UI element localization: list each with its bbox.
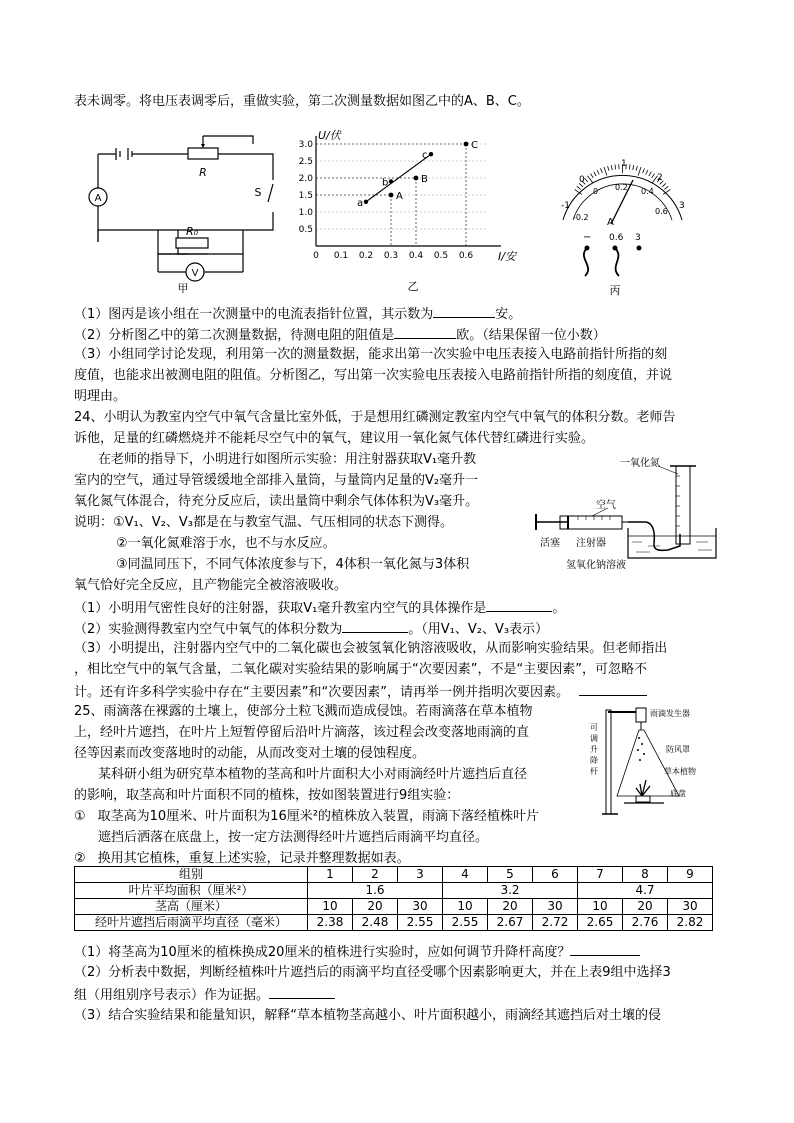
- dial-tick: [600, 168, 602, 173]
- data-point: [389, 193, 394, 198]
- q25-sub3: （3）结合实验结果和能量知识，解释“草本植物茎高越小、叶片面积越小，雨滴经其遮挡后对土壤的侵: [74, 1008, 662, 1023]
- row-height: [75, 899, 713, 915]
- y-tick-label: 0.5: [298, 225, 313, 235]
- point-label: c: [422, 150, 428, 162]
- dial-tick: [608, 166, 609, 171]
- switch-label: S: [254, 186, 262, 199]
- answer-blank[interactable]: [269, 984, 335, 999]
- q24-line2: 诉他，足量的红磷燃烧并不能耗尽空气中的氧气，建议用一氧化氮气体代替红磷进行实验。: [74, 431, 595, 446]
- cell: 2.67: [488, 915, 533, 931]
- cell: 4.7: [578, 883, 713, 899]
- dial-inner-02: 0.2: [615, 183, 628, 192]
- cell: 30: [533, 899, 578, 915]
- cell: 2.38: [308, 915, 353, 931]
- fig-yi-caption: 乙: [407, 280, 419, 293]
- row-area: [75, 883, 713, 899]
- ammeter-dial: [545, 148, 700, 298]
- dial-neg-outer: -1: [561, 201, 570, 211]
- x-tick-label: 0.5: [433, 251, 449, 261]
- cell: 2.82: [668, 915, 713, 931]
- ui-graph: [298, 128, 528, 298]
- shield-label: 防风罩: [666, 745, 690, 754]
- rod-label-3: 升: [590, 745, 598, 754]
- h-height: 茎高（厘米）: [75, 899, 308, 915]
- cell: 20: [488, 899, 533, 915]
- rod-label-1: 可: [590, 723, 598, 732]
- q24-note1: 说明：①V₁、V₂、V₃都是在与教室气温、气压相同的状态下测得。: [74, 515, 453, 530]
- rain-apparatus: [584, 704, 724, 820]
- ammeter-label: A: [94, 193, 102, 204]
- rod-label-2: 调: [590, 734, 598, 743]
- y-tick-label: 1.5: [298, 191, 313, 201]
- h-area: 叶片平均面积（厘米²）: [75, 883, 308, 899]
- cell: 2.55: [443, 915, 488, 931]
- cell: 10: [578, 899, 623, 915]
- dial-tick: [662, 183, 666, 186]
- answer-blank[interactable]: [342, 618, 408, 633]
- dial-tick: [585, 178, 588, 182]
- dial-tick: [594, 172, 596, 176]
- syringe-apparatus: [528, 446, 728, 576]
- q25-step2: ② 换用其它植株，重复上述实验，记录并整理数据如表。: [74, 851, 410, 866]
- q25-step1-b: 遮挡后洒落在底盘上，按一定方法测得经叶片遮挡后雨滴平均直径。: [98, 830, 489, 845]
- rod-label-4: 降: [590, 756, 598, 765]
- q25-step1-a: ① 取茎高为10厘米、叶片面积为16厘米²的植株放入装置，雨滴下落经植株叶片: [74, 809, 539, 824]
- cell: 30: [668, 899, 713, 915]
- dial-tick: [633, 165, 634, 170]
- q25-sub1: （1）将茎高为10厘米的植株换成20厘米的植株进行实验时，应如何调节升降杆高度？: [74, 941, 640, 963]
- dial-tick: [577, 186, 581, 189]
- dial-outer-1: 1: [621, 159, 627, 169]
- resistor-label: R₀: [185, 225, 199, 238]
- q25-line3: 径等因素而改变落地时的动能，从而改变对土壤的侵蚀程度。: [74, 746, 426, 761]
- fig-bing-caption: 丙: [609, 284, 621, 297]
- q25-line2: 上，经叶片遮挡，在叶片上短暂停留后沿叶片滴落，该过程会改变落地雨滴的直: [74, 725, 530, 740]
- voltmeter-label: V: [191, 268, 199, 279]
- point-label: B: [421, 174, 428, 185]
- circuit-diagram: [78, 132, 288, 297]
- y-tick-label: 2.0: [298, 174, 313, 184]
- x-tick-label: 0.3: [383, 251, 399, 261]
- answer-blank[interactable]: [394, 324, 456, 339]
- rheostat-label: R: [199, 166, 207, 179]
- dial-outer-2: 2: [657, 173, 663, 183]
- q24-note2: ②一氧化氮难溶于水，也不与水反应。: [116, 536, 336, 551]
- cell: 10: [443, 899, 488, 915]
- cell: 7: [578, 867, 623, 883]
- dial-tick: [649, 172, 651, 176]
- cell: 5: [488, 867, 533, 883]
- q25-sub2-line1: （2）分析表中数据，判断经植株叶片遮挡后的雨滴平均直径受哪个因素影响更大，并在上表9组中选择3: [74, 965, 671, 980]
- q23-2: （2）分析图乙中的第二次测量数据，待测电阻的阻值是 欧。（结果保留一位小数）: [74, 324, 606, 346]
- q24-sub3-line3: 计。还有许多科学实验中存在“主要因素”和“次要因素”，请再举一例并指明次要因素。: [74, 681, 647, 703]
- q25-sub2-line2: 组（用组别序号表示）作为证据。: [74, 984, 335, 1006]
- dial-unit: A: [607, 217, 614, 228]
- answer-blank[interactable]: [570, 941, 640, 956]
- cell: 8: [623, 867, 668, 883]
- dial-tick: [604, 167, 607, 176]
- dial-outer-0: 0: [579, 175, 585, 185]
- dial-inner-04: 0.4: [641, 187, 654, 196]
- point-label: C: [471, 140, 478, 151]
- data-table: [74, 866, 713, 931]
- data-point: [414, 176, 419, 181]
- dial-tick: [591, 174, 594, 178]
- x-tick-label: 0.6: [458, 251, 474, 261]
- answer-blank[interactable]: [433, 303, 495, 318]
- cell: 3.2: [443, 883, 578, 899]
- x-tick-label: 0.2: [358, 251, 374, 261]
- cell: 2.48: [353, 915, 398, 931]
- q24-note4: 氧气恰好完全反应，且产物能完全被溶液吸收。: [74, 578, 348, 593]
- plant-label: 草本植物: [664, 767, 696, 776]
- terminal-neg: −: [583, 232, 592, 243]
- cell: 4: [443, 867, 488, 883]
- y-tick-label: 2.5: [298, 157, 313, 167]
- x-tick-label: 0: [313, 251, 319, 261]
- base-label: 底盘: [670, 789, 686, 798]
- q24-sub3-line1: （3）小明提出，注射器内空气中的二氧化碳也会被氢氧化钠溶液吸收，从而影响实验结果。但老师指出: [74, 641, 668, 656]
- point-label: a: [357, 197, 364, 209]
- cell: 2.76: [623, 915, 668, 931]
- no-label: 一氧化氮: [620, 458, 660, 469]
- syringe-label: 注射器: [576, 538, 606, 549]
- rod-label-5: 杆: [590, 767, 598, 776]
- q24-note3: ③同温同压下，不同气体浓度参与下，4体积一氧化氮与3体积: [116, 557, 470, 572]
- answer-blank[interactable]: [579, 681, 647, 696]
- q24-line1: 24、小明认为教室内空气中氧气含量比室外低，于是想用红磷测定教室内空气中氧气的体积分数。老师告: [74, 410, 676, 425]
- dial-outer-3: 3: [679, 201, 685, 211]
- cell: 2.65: [578, 915, 623, 931]
- cell: 2: [353, 867, 398, 883]
- dial-inner-0: 0: [593, 187, 599, 196]
- data-point: [429, 152, 433, 156]
- y-axis-label: U/伏: [318, 129, 341, 142]
- naoh-label: 氢氧化钠溶液: [566, 560, 626, 571]
- h-group: 组别: [75, 867, 308, 883]
- q24-sub3-line2: ，相比空气中的氧气含量，二氧化碳对实验结果的影响属于“次要因素”，不是“主要因素”，可忽略不: [74, 662, 647, 677]
- dial-tick: [587, 176, 592, 183]
- data-point: [364, 200, 368, 204]
- data-point: [464, 142, 469, 147]
- q25-para2: 的影响，取茎高和叶片面积不同的植株，按如图装置进行9组实验：: [74, 788, 460, 803]
- data-point: [389, 179, 393, 183]
- cell: 6: [533, 867, 578, 883]
- q23-3-line1: （3）小组同学讨论发现，利用第一次的测量数据，能求出第一次实验中电压表接入电路前指针所指的刻: [74, 347, 668, 362]
- dial-tick: [638, 167, 641, 176]
- q24-sub2: （2）实验测得教室内空气中氧气的体积分数为 。（用V₁、V₂、V₃表示）: [74, 618, 548, 640]
- y-tick-label: 1.0: [298, 208, 313, 218]
- cell: 2.55: [398, 915, 443, 931]
- dial-tick: [615, 164, 616, 169]
- terminal-06: 0.6: [609, 233, 624, 243]
- q23-3-line2: 度值，也能求出被测电阻的阻值。分析图乙，写出第一次实验电压表接入电路前指针所指的刻度值，并说: [74, 368, 673, 383]
- cell: 3: [398, 867, 443, 883]
- dial-tick: [652, 174, 655, 178]
- row-diam: [75, 915, 713, 931]
- piston-label: 活塞: [540, 538, 560, 549]
- cell: 20: [623, 899, 668, 915]
- h-diam: 经叶片遮挡后雨滴平均直径（毫米）: [75, 915, 308, 931]
- q24-para2: 室内的空气，通过导管缓缓地全部排入量筒，与量筒内足量的V₂毫升一: [74, 473, 479, 488]
- q24-para1: 在老师的指导下，小明进行如图所示实验：用注射器获取V₁毫升教: [98, 452, 477, 467]
- intro-line: 表未调零。将电压表调零后，重做实验，第二次测量数据如图乙中的A、B、C。: [74, 94, 530, 109]
- dial-tick: [597, 170, 599, 174]
- dial-tick: [629, 164, 630, 169]
- fig-jia-caption: 甲: [177, 282, 189, 295]
- terminal-3: 3: [635, 233, 641, 243]
- air-label: 空气: [596, 500, 616, 511]
- cell: 9: [668, 867, 713, 883]
- point-label: A: [396, 191, 403, 202]
- q24-sub1: （1）小明用气密性良好的注射器，获取V₁毫升教室内空气的具体操作是 。: [74, 597, 565, 619]
- q25-para1: 某科研小组为研究草本植物的茎高和叶片面积大小对雨滴经叶片遮挡后直径: [98, 767, 528, 782]
- dial-neg-inner: -0.2: [573, 213, 589, 222]
- y-tick-label: 3.0: [298, 140, 313, 150]
- x-tick-label: 0.4: [408, 251, 424, 261]
- dial-tick: [611, 165, 612, 170]
- dial-tick: [646, 170, 648, 174]
- row-group: [75, 867, 713, 883]
- cell: 2.72: [533, 915, 578, 931]
- dial-tick: [664, 186, 668, 189]
- dial-tick: [643, 168, 645, 173]
- q23-3-line3: 明理由。: [74, 389, 127, 404]
- q24-para3: 氧化氮气体混合，待充分反应后，读出量筒中剩余气体体积为V₃毫升。: [74, 494, 479, 509]
- answer-blank[interactable]: [486, 597, 552, 612]
- x-tick-label: 0.1: [333, 251, 349, 261]
- cell: 10: [308, 899, 353, 915]
- dial-tick: [636, 166, 637, 171]
- x-axis-label: I/安: [498, 250, 516, 263]
- q23-1: （1）图丙是该小组在一次测量中的电流表指针位置，其示数为 安。: [74, 303, 521, 325]
- dial-inner-06: 0.6: [655, 207, 668, 216]
- cell: 1.6: [308, 883, 443, 899]
- cell: 20: [353, 899, 398, 915]
- q25-line1: 25、雨滴落在裸露的土壤上，使部分土粒飞溅而造成侵蚀。若雨滴落在草本植物: [74, 704, 533, 719]
- point-label: b: [382, 177, 389, 189]
- cell: 30: [398, 899, 443, 915]
- gen-label: 雨滴发生器: [650, 709, 690, 718]
- cell: 1: [308, 867, 353, 883]
